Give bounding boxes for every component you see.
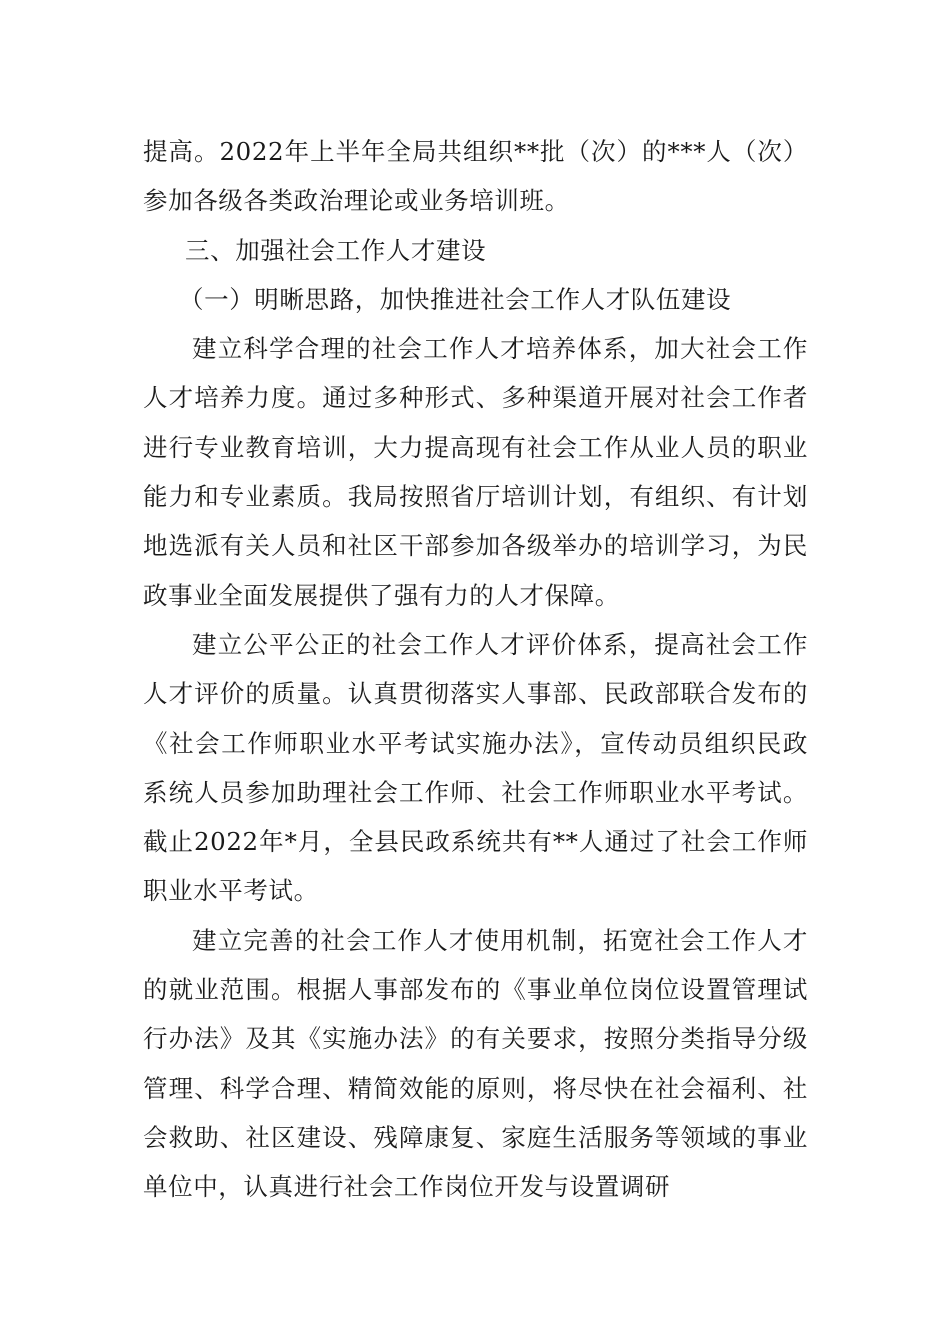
paragraph-training-system: 建立科学合理的社会工作人才培养体系，加大社会工作人才培养力度。通过多种形式、多种渠道开展对社会工作者进行专业教育培训，大力提高现有社会工作从业人员的职业能力和专业素质。我局按照省厅培训计划，有组织、有计划地选派有关人员和社区干部参加各级举办的培训学习，为民政事业全面发展提供了强有力的人才保障。 — [143, 334, 808, 610]
paragraph-employment-mechanism: 建立完善的社会工作人才使用机制，拓宽社会工作人才的就业范围。根据人事部发布的《事业单位岗位设置管理试行办法》及其《实施办法》的有关要求，按照分类指导分级管理、科学合理、精简效能的原则，将尽快在社会福利、社会救助、社区建设、残障康复、家庭生活服务等领域的事业单位中，认真进行社会工作岗位开发与设置调研 — [143, 925, 808, 1202]
paragraph-continued: 提高。2022年上半年全局共组织**批（次）的***人（次）参加各级各类政治理论或业务培训班。 — [143, 137, 808, 216]
section-heading: 三、加强社会工作人才建设 — [185, 235, 487, 265]
paragraph-evaluation-system: 建立公平公正的社会工作人才评价体系，提高社会工作人才评价的质量。认真贯彻落实人事部、民政部联合发布的《社会工作师职业水平考试实施办法》，宣传动员组织民政系统人员参加助理社会工作师、社会工作师职业水平考试。截止2022年*月，全县民政系统共有**人通过了社会工作师职业水平考试。 — [143, 629, 808, 906]
subsection-heading: （一）明晰思路，加快推进社会工作人才队伍建设 — [179, 284, 732, 314]
document-body — [143, 127, 808, 1212]
